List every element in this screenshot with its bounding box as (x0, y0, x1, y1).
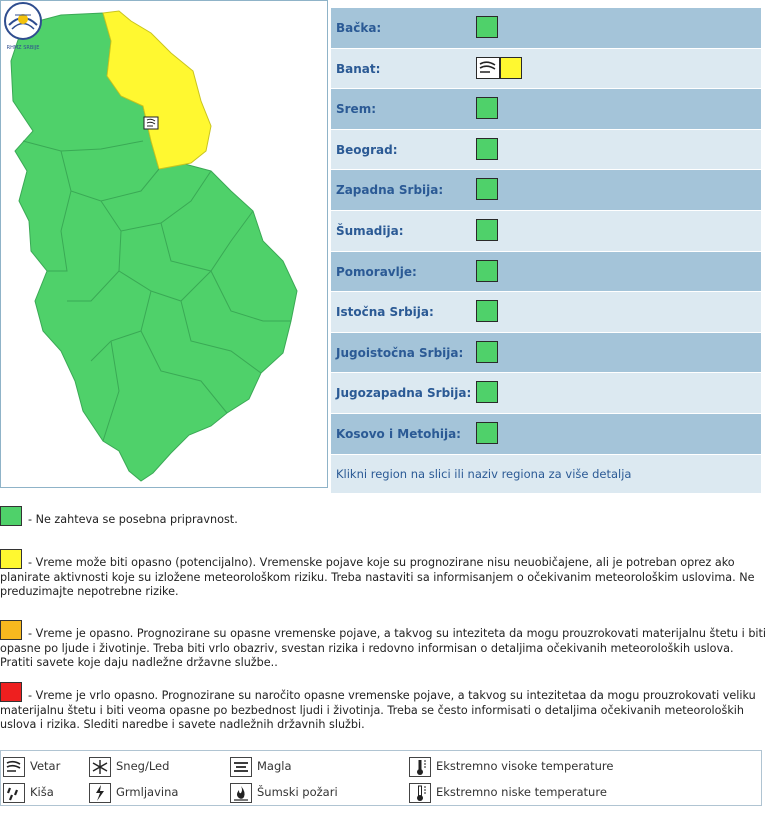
warning-level-box (476, 341, 498, 363)
region-name-link[interactable]: Kosovo i Metohija: (336, 426, 461, 441)
legend-text-yellow: - Vreme može biti opasno (potencijalno). Vremenske pojave koje su prognozirane nisu neuobičajene, ali je potreban oprez ako planirate aktivnosti koje su izložene meteorološkom riziku. Treba nastaviti sa informisanjem o očekivanim meteorološkim uslovima. Ne preduzimajte nepotrebne rizike. (0, 556, 755, 598)
legend-swatch-orange (0, 620, 22, 640)
legend-red (0, 682, 768, 733)
warning-level-box (500, 57, 522, 79)
icon-legend (0, 750, 762, 806)
warning-level-box (476, 219, 498, 241)
legend-orange (0, 620, 768, 671)
legend-swatch-red (0, 682, 22, 702)
region-row[interactable] (331, 89, 761, 130)
legend-swatch-yellow (0, 549, 22, 569)
warning-level-box (476, 381, 498, 403)
region-name-link[interactable]: Banat: (336, 61, 381, 76)
icon-legend-rain: Kiša (3, 781, 54, 803)
map-panel (0, 0, 328, 488)
legend-text-red: - Vreme je vrlo opasno. Prognozirane su naročito opasne vremenske pojave, a takvog su intezitetaa da mogu prouzrokovati veliku materijalnu štetu i biti veoma opasne po bezbednost ljudi i životinja. Treba se često informisati o detaljima očekivanih meteoroloških uslova i rizika. Slediti naredbe i savete nadležnih državnih službi. (0, 689, 756, 731)
region-row[interactable] (331, 373, 761, 414)
region-name-link[interactable]: Jugoistočna Srbija: (336, 345, 464, 360)
wind-icon (144, 117, 158, 129)
warning-level-box (476, 260, 498, 282)
serbia-map (1, 1, 327, 487)
region-name-link[interactable]: Pomoravlje: (336, 264, 417, 279)
warning-level-box (476, 178, 498, 200)
region-row[interactable] (331, 8, 761, 49)
region-name-link[interactable]: Srem: (336, 102, 377, 117)
icon-legend-thunder: Grmljavina (89, 781, 178, 803)
icon-legend-cold: Ekstremno niske temperature (409, 781, 607, 803)
warning-level-box (476, 16, 498, 38)
lightning-icon (89, 783, 111, 803)
warning-level-box (476, 422, 498, 444)
region-name-link[interactable]: Istočna Srbija: (336, 305, 434, 320)
region-name-link[interactable]: Bačka: (336, 21, 382, 35)
region-row[interactable] (331, 333, 761, 374)
warning-level-box (476, 300, 498, 322)
legend-text-orange: - Vreme je opasno. Prognozirane su opasne vremenske pojave, a takvog su inteziteta da mogu prouzrokovati materijalnu štetu i biti opasne po ljude i životinje. Treba biti vrlo obazriv, svestan rizika i redovno informisan o detaljima očekivanih meteoroloških uslova. Pratiti savete koje daju nadležne državne službe.. (0, 627, 767, 669)
icon-legend-snow: Sneg/Led (89, 755, 169, 777)
region-name-link[interactable]: Beograd: (336, 142, 398, 157)
warning-level-box (476, 97, 498, 119)
legend-text-green: - Ne zahteva se posebna pripravnost. (28, 513, 238, 526)
wind-icon (3, 757, 25, 777)
icon-legend-wind: Vetar (3, 755, 60, 777)
forest-fire-icon (230, 783, 252, 803)
region-name-link[interactable]: Jugozapadna Srbija: (336, 386, 472, 401)
snowflake-icon (89, 757, 111, 777)
warning-level-box (476, 138, 498, 160)
thermometer-low-icon (409, 783, 431, 803)
icon-legend-heat: Ekstremno visoke temperature (409, 755, 613, 777)
region-row[interactable] (331, 170, 761, 211)
rhmz-logo-icon (1, 1, 45, 53)
region-row[interactable] (331, 49, 761, 90)
thermometer-high-icon (409, 757, 431, 777)
legend-swatch-green (0, 506, 22, 526)
icon-legend-fire: Šumski požari (230, 781, 338, 803)
region-row[interactable] (331, 414, 761, 455)
legend-yellow (0, 549, 768, 600)
region-row[interactable] (331, 130, 761, 171)
logo-text: RHMZ SRBIJE (6, 45, 40, 51)
region-row[interactable] (331, 292, 761, 333)
region-name-link[interactable]: Zapadna Srbija: (336, 183, 444, 198)
icon-legend-fog: Magla (230, 755, 292, 777)
region-name-link[interactable]: Šumadija: (336, 223, 404, 238)
hint-text: Klikni region na slici ili naziv regiona za više detalja (336, 466, 632, 481)
region-table (331, 8, 761, 493)
legend-green (0, 506, 768, 528)
fog-icon (230, 757, 252, 777)
hint-row (331, 455, 761, 493)
region-row[interactable] (331, 252, 761, 293)
rain-icon (3, 783, 25, 803)
region-row[interactable] (331, 211, 761, 252)
wind-icon (476, 57, 500, 79)
